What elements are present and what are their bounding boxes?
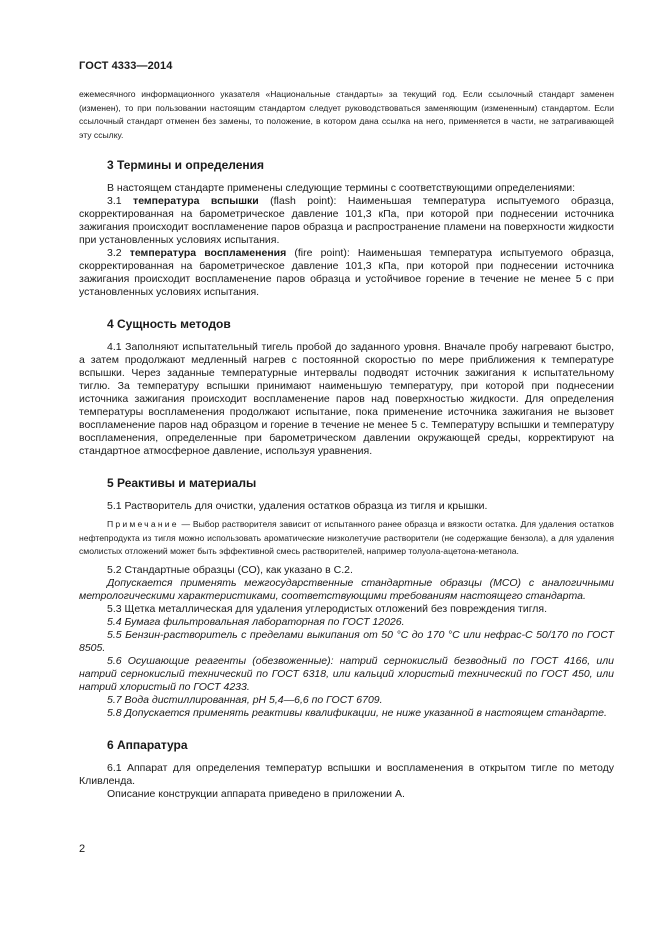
- clause-5-6: 5.6 Осушающие реагенты (обезвоженные): натрий сернокислый безводный по ГОСТ 4166, или натрий сернокислый технический по ГОСТ 6318, или кальций хлористый технический по ГОСТ 450, или натрий хлористый по ГОСТ 4233.: [79, 654, 614, 693]
- term-3-1-name: температура вспышки: [133, 195, 259, 207]
- term-3-2-name: температура воспламенения: [129, 247, 287, 259]
- clause-5-7: 5.7 Вода дистиллированная, рН 5,4—6,6 по ГОСТ 6709.: [107, 693, 383, 706]
- page-content: [79, 88, 614, 801]
- term-3-2-number: 3.2: [107, 247, 130, 259]
- clause-6-1: 6.1 Аппарат для определения температур вспышки и воспламенения в открытом тигле по методу Кливленда.: [79, 761, 614, 787]
- reference-note-continuation: ежемесячного информационного указателя «Национальные стандарты» за текущий год. Если ссылочный стандарт заменен (изменен), то при пользовании настоящим стандартом следует руководствоваться заменяющим (измененным) стандартом. Если ссылочный стандарт отменен без замены, то положение, в котором дана ссылка на него, применяется в части, не затрагивающей эту ссылку.: [79, 89, 614, 140]
- running-header: ГОСТ 4333—2014: [79, 60, 173, 72]
- term-3-1: [79, 195, 614, 247]
- term-3-2-definition: (fire point): Наименьшая температура испытуемого образца, скорректированная на барометрическое давление 101,3 кПа, при которой при поднесении источника зажигания происходит воспламенение паров образца и устойчивое горение в течение не менее 5 с при установленных условиях испытания.: [79, 247, 614, 298]
- clause-5-2-allowance: Допускается применять межгосударственные стандартные образцы (МСО) с аналогичными метрологическими характеристиками, соответствующими требованиям настоящего стандарта.: [79, 576, 614, 602]
- clause-5-1-note: [79, 518, 614, 559]
- term-3-2: [79, 247, 614, 299]
- clause-6-1-description: Описание конструкции аппарата приведено в приложении А.: [107, 787, 405, 800]
- section-3-heading: 3 Термины и определения: [107, 158, 265, 172]
- term-3-1-number: 3.1: [107, 195, 134, 207]
- section-6-heading: 6 Аппаратура: [107, 737, 188, 752]
- page-number: 2: [79, 843, 86, 855]
- clause-4-1: 4.1 Заполняют испытательный тигель пробой до заданного уровня. Вначале пробу нагревают быстро, а затем продолжают медленный нагрев с постоянной скоростью по мере приближения к температуре вспышки. Через заданные температурные интервалы подводят источник зажигания к испытательному тиглю. За температуру вспышки принимают наименьшую температуру, при которой при поднесении источника зажигания происходит воспламенение паров над поверхностью жидкости. Для определения температуры воспламенения продолжают испытание, пока применение источника зажигания не вызовет воспламенение паров над образцом и горение в течение не менее 5 с. Температуру вспышки и температуру воспламенения, определенные при барометрическом давлении окружающей среды, корректируют на стандартное атмосферное давление, используя уравнения.: [79, 341, 614, 457]
- note-text: — Выбор растворителя зависит от испытанного ранее образца и вязкости остатка. Для удаления остатков нефтепродукта из тигля можно использовать ароматические низколетучие растворители (не содержащие бензола), а для удаления смолистых отложений может быть эффективной смесь растворителей, например толуола-ацетона-метанола.: [79, 519, 614, 556]
- note-label: Примечание: [107, 519, 179, 529]
- clause-5-4: 5.4 Бумага фильтровальная лабораторная по ГОСТ 12026.: [107, 615, 405, 628]
- clause-5-5: 5.5 Бензин-растворитель с пределами выкипания от 50 °С до 170 °С или нефрас-С 50/170 по ГОСТ 8505.: [79, 628, 614, 654]
- clause-5-3: 5.3 Щетка металлическая для удаления углеродистых отложений без повреждения тигля.: [107, 602, 548, 615]
- section-5-heading: 5 Реактивы и материалы: [107, 476, 257, 490]
- clause-5-8: 5.8 Допускается применять реактивы квалификации, не ниже указанной в настоящем стандарте.: [107, 706, 607, 719]
- clause-5-2: 5.2 Стандартные образцы (СО), как указано в С.2.: [107, 563, 353, 576]
- section-3-intro: В настоящем стандарте применены следующие термины с соответствующими определениями:: [107, 182, 576, 194]
- clause-5-1: 5.1 Растворитель для очистки, удаления остатков образца из тигля и крышки.: [107, 500, 488, 512]
- section-4-heading: 4 Сущность методов: [107, 317, 231, 331]
- term-3-1-definition: (flash point): Наименьшая температура испытуемого образца, скорректированная на барометрическое давление 101,3 кПа, при которой при поднесении источника зажигания происходит воспламенение паров образца и распространение пламени на поверхности жидкости при установленных условиях испытания.: [79, 195, 614, 246]
